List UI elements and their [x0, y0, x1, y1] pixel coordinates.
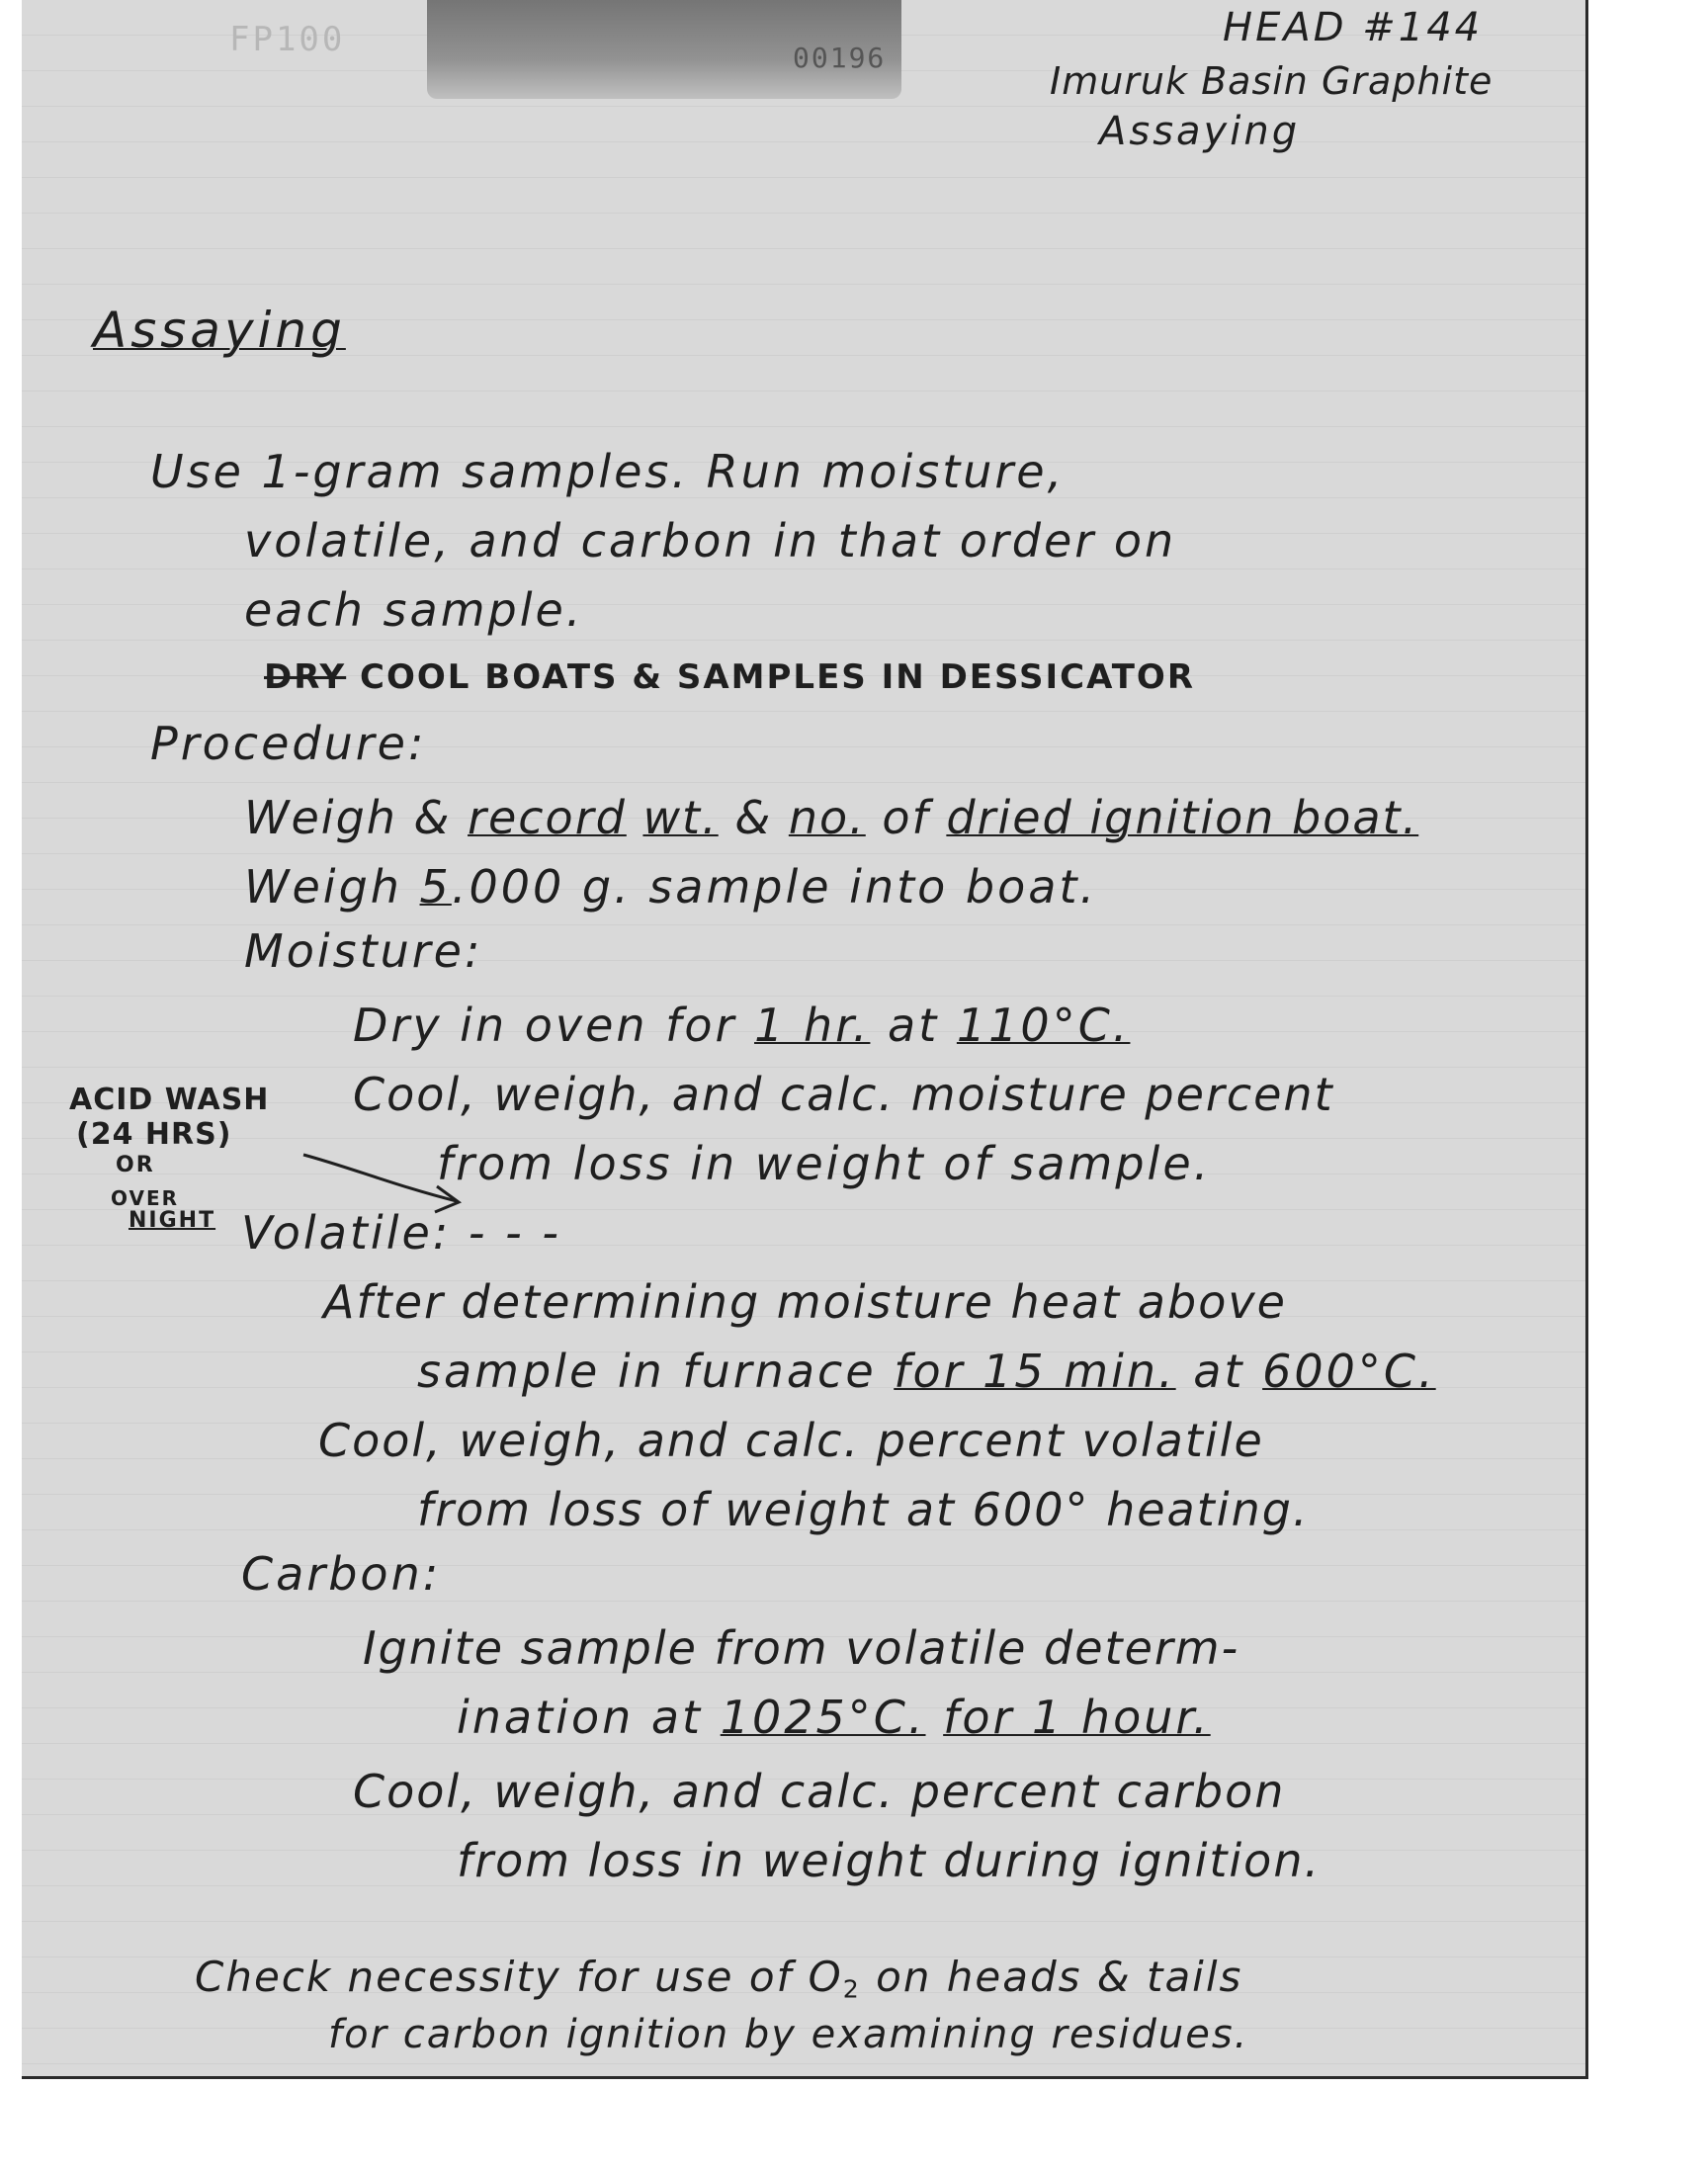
moisture-line-1-time: 1 hr. [754, 999, 871, 1052]
volatile-line-3: Cool, weigh, and calc. percent volatile [318, 1414, 1264, 1467]
document-page [22, 0, 1588, 2079]
volatile-heading [241, 1206, 561, 1260]
carbon-line-2-time: for 1 hour. [943, 1691, 1211, 1744]
procedure-step-1-pre: Weigh & [244, 791, 469, 844]
margin-note-line-5: NIGHT [128, 1208, 216, 1233]
page-title: Assaying [93, 302, 346, 359]
volatile-dashes: - - - [468, 1206, 561, 1260]
procedure-step-1-wt: wt. [642, 791, 719, 844]
margin-note-line-2: (24 HRS) [76, 1117, 232, 1152]
cool-note-struck-word: DRY [264, 657, 347, 697]
moisture-line-2: Cool, weigh, and calc. moisture percent [353, 1068, 1334, 1121]
intro-line-1: Use 1-gram samples. Run moisture, [150, 445, 1066, 498]
intro-line-2: volatile, and carbon in that order on [244, 514, 1177, 567]
procedure-step-1-of: of [865, 791, 947, 844]
procedure-heading: Procedure: [150, 717, 427, 770]
footer-line-1-pre: Check necessity for use of O [195, 1953, 843, 2001]
margin-note-line-1: ACID WASH [69, 1083, 270, 1117]
moisture-line-1-temp: 110°C. [956, 999, 1131, 1052]
carbon-line-2-space [926, 1691, 944, 1744]
header-ref-number: HEAD #144 [1223, 5, 1484, 50]
procedure-step-1-record: record [468, 791, 627, 844]
moisture-line-3: from loss in weight of sample. [437, 1137, 1212, 1190]
volatile-line-2 [417, 1345, 1436, 1398]
volatile-heading-text: Volatile: [241, 1206, 452, 1260]
footer-line-1 [195, 1953, 1242, 2003]
procedure-step-2-post: .000 g. sample into boat. [451, 860, 1098, 914]
volatile-line-4: from loss of weight at 600° heating. [417, 1483, 1310, 1536]
header-subject: Assaying [1099, 109, 1301, 154]
margin-note-line-4: OVER [111, 1186, 180, 1210]
moisture-heading: Moisture: [244, 924, 483, 978]
volatile-line-2-pre: sample in furnace [417, 1345, 895, 1398]
moisture-line-1-at: at [870, 999, 957, 1052]
carbon-line-4: from loss in weight during ignition. [457, 1834, 1322, 1887]
volatile-line-1: After determining moisture heat above [323, 1275, 1287, 1329]
intro-line-3: each sample. [244, 583, 584, 637]
footer-line-2: for carbon ignition by examining residues. [328, 2012, 1249, 2057]
footer-line-1-post: on heads & tails [860, 1953, 1243, 2001]
carbon-heading: Carbon: [241, 1547, 442, 1601]
cool-note-text: COOL BOATS & SAMPLES IN DESSICATOR [360, 657, 1196, 697]
volatile-line-2-time: for 15 min. [894, 1345, 1176, 1398]
carbon-line-3: Cool, weigh, and calc. percent carbon [353, 1765, 1286, 1818]
procedure-step-1-no: no. [788, 791, 866, 844]
footer-line-1-subscript: 2 [842, 1974, 861, 2004]
header-project: Imuruk Basin Graphite [1050, 59, 1494, 103]
carbon-line-2-pre: ination at [457, 1691, 721, 1744]
procedure-step-2-pre: Weigh [244, 860, 420, 914]
bleed-through-text: FP100 [229, 20, 346, 59]
procedure-step-1-and: & [718, 791, 789, 844]
moisture-line-1-pre: Dry in oven for [353, 999, 755, 1052]
volatile-line-2-at: at [1175, 1345, 1263, 1398]
carbon-line-2-temp: 1025°C. [720, 1691, 926, 1744]
procedure-step-2-amount: 5 [419, 860, 452, 914]
procedure-step-1-boat: dried ignition boat. [946, 791, 1419, 844]
margin-note-line-3: OR [116, 1153, 155, 1177]
carbon-line-1: Ignite sample from volatile determ- [363, 1621, 1240, 1675]
volatile-line-2-temp: 600°C. [1262, 1345, 1436, 1398]
tape-label: 00196 [793, 42, 887, 74]
carbon-line-2 [457, 1691, 1211, 1744]
